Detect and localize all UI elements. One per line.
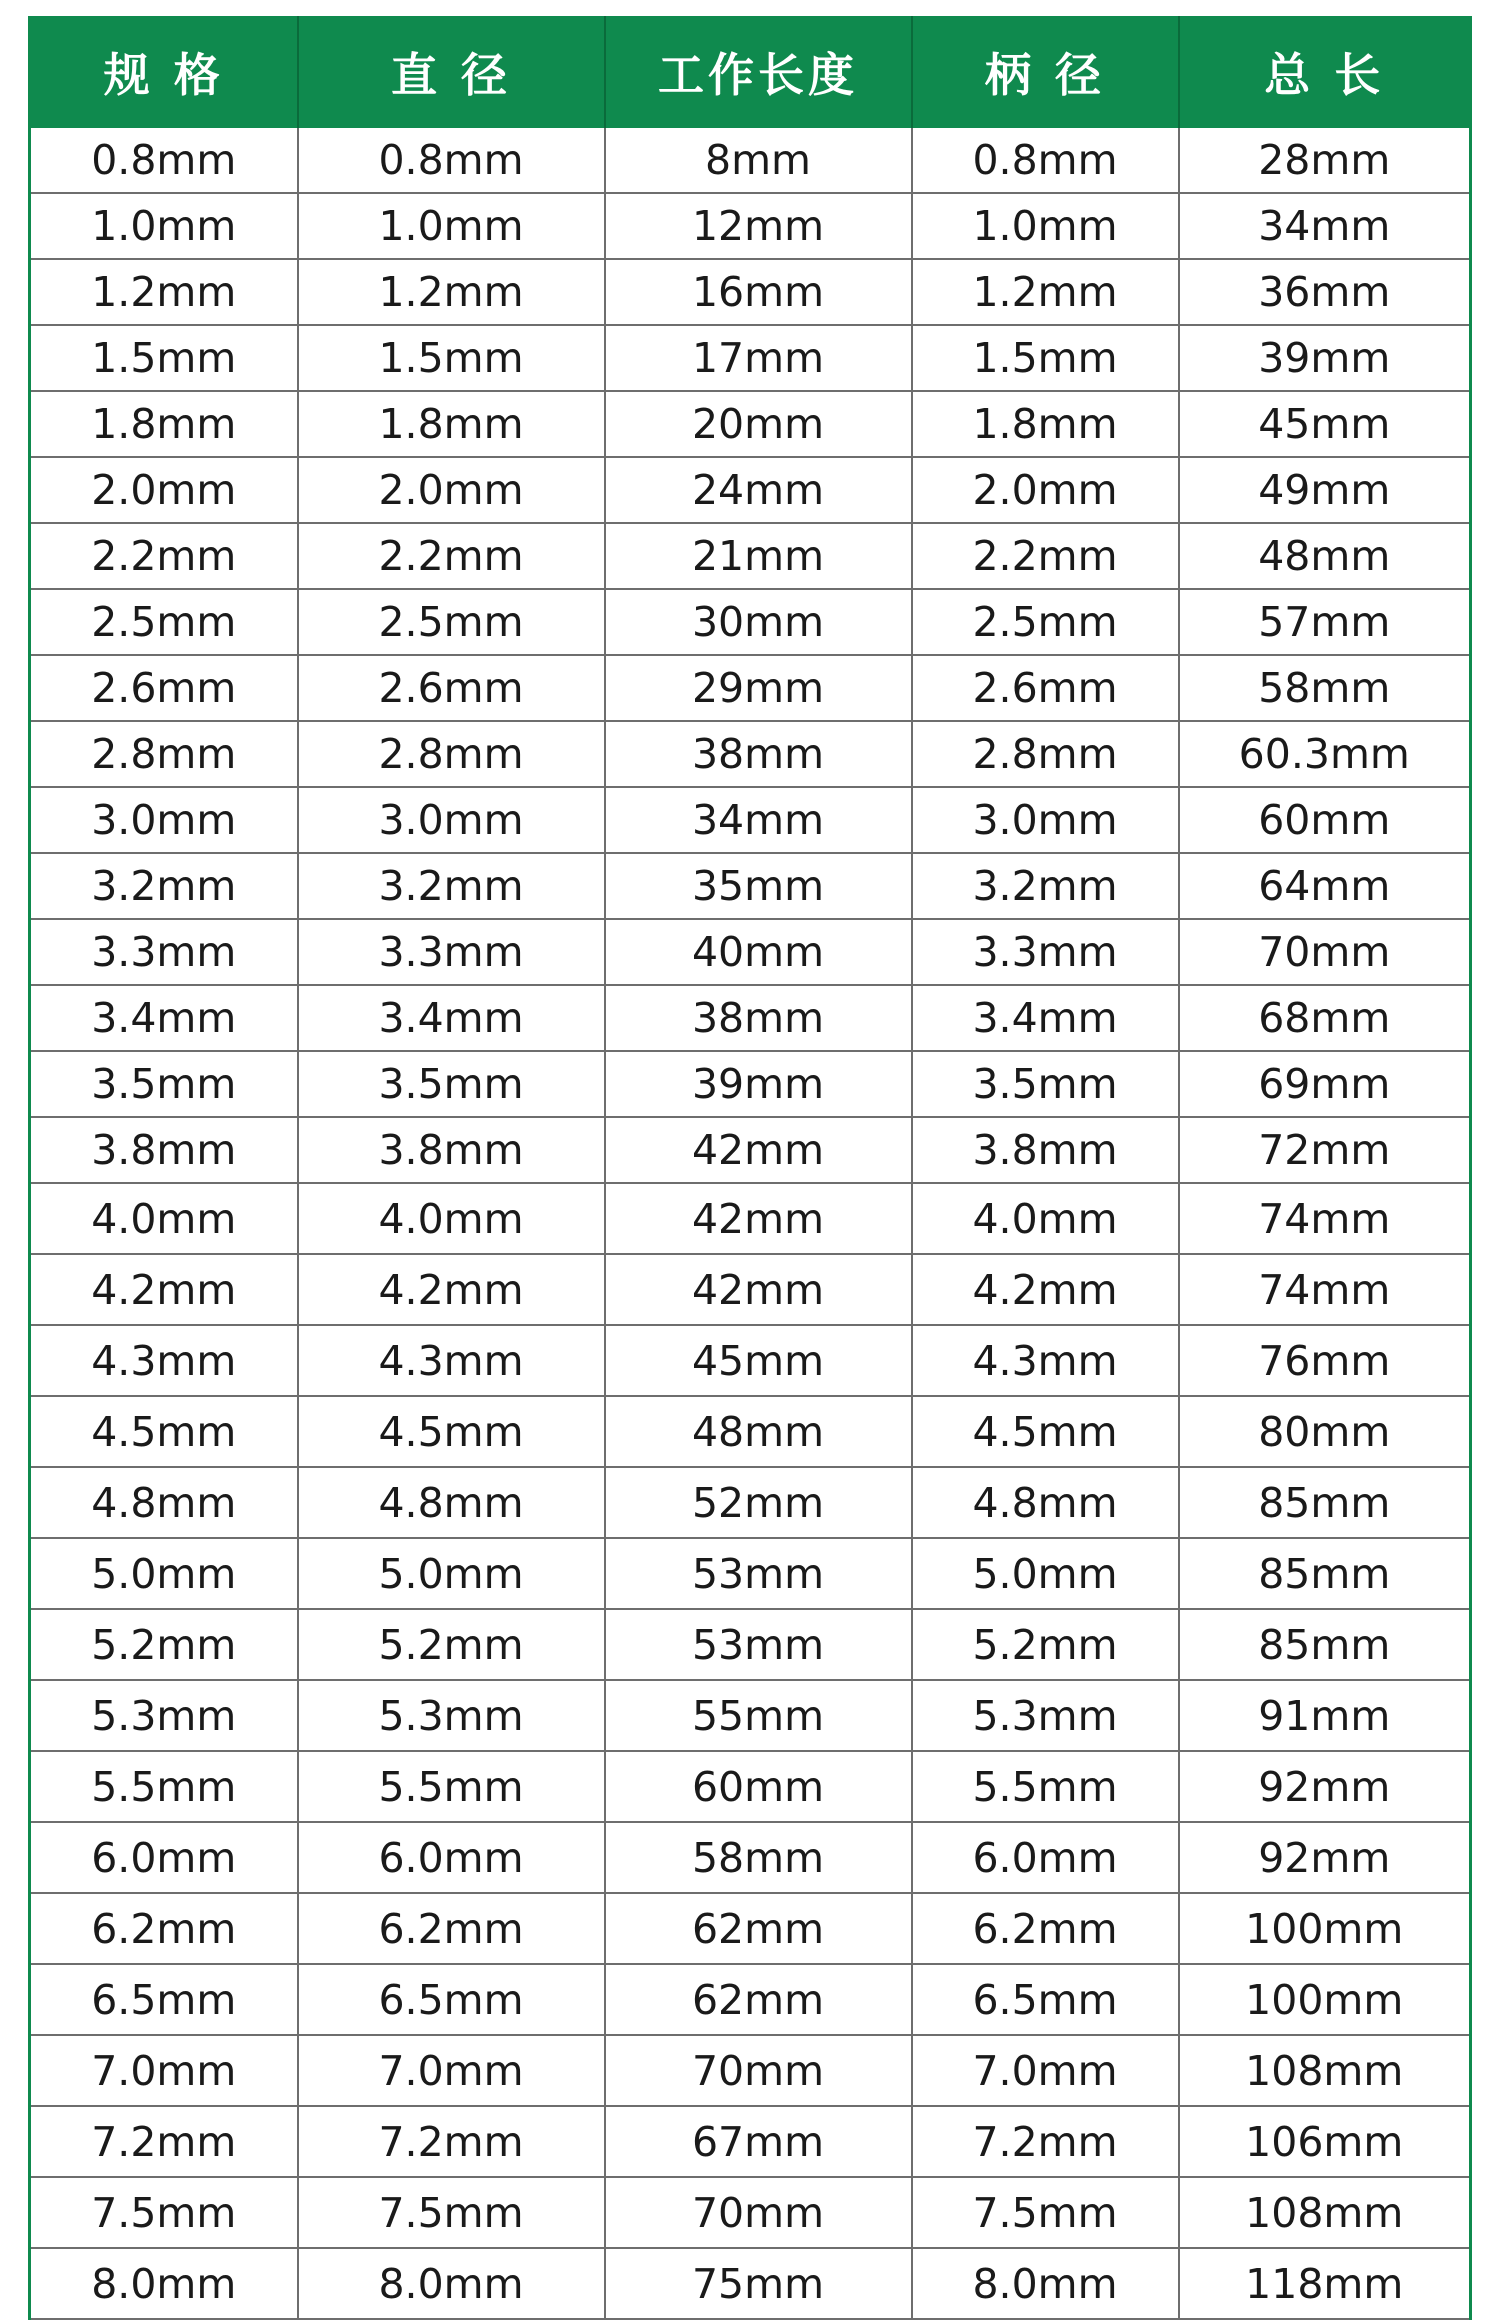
cell-working-length: 34mm	[605, 787, 912, 853]
cell-shank-diameter: 7.0mm	[912, 2035, 1179, 2106]
cell-diameter: 1.2mm	[298, 259, 605, 325]
table-row	[30, 1964, 1471, 2035]
cell-spec: 3.8mm	[30, 1117, 298, 1183]
table-row	[30, 589, 1471, 655]
cell-total-length: 108mm	[1179, 2177, 1471, 2248]
cell-working-length: 12mm	[605, 193, 912, 259]
cell-diameter: 5.3mm	[298, 1680, 605, 1751]
cell-shank-diameter: 2.0mm	[912, 457, 1179, 523]
cell-spec: 7.5mm	[30, 2177, 298, 2248]
header-total-length: 总 长	[1179, 16, 1471, 128]
cell-working-length: 35mm	[605, 853, 912, 919]
cell-diameter: 5.2mm	[298, 1609, 605, 1680]
cell-working-length: 42mm	[605, 1117, 912, 1183]
table-row	[30, 1538, 1471, 1609]
cell-diameter: 1.5mm	[298, 325, 605, 391]
table-row	[30, 1680, 1471, 1751]
cell-shank-diameter: 1.0mm	[912, 193, 1179, 259]
cell-shank-diameter: 0.8mm	[912, 128, 1179, 193]
cell-diameter: 1.0mm	[298, 193, 605, 259]
cell-diameter: 7.0mm	[298, 2035, 605, 2106]
cell-diameter: 7.2mm	[298, 2106, 605, 2177]
cell-shank-diameter: 3.2mm	[912, 853, 1179, 919]
cell-total-length: 68mm	[1179, 985, 1471, 1051]
table-header	[30, 16, 1471, 128]
header-working-length: 工作长度	[605, 16, 912, 128]
header-shank-diameter: 柄 径	[912, 16, 1179, 128]
table-row	[30, 259, 1471, 325]
cell-shank-diameter: 5.5mm	[912, 1751, 1179, 1822]
cell-total-length: 48mm	[1179, 523, 1471, 589]
table-row	[30, 1117, 1471, 1183]
cell-shank-diameter: 7.2mm	[912, 2106, 1179, 2177]
cell-spec: 3.0mm	[30, 787, 298, 853]
cell-diameter: 4.8mm	[298, 1467, 605, 1538]
cell-diameter: 3.5mm	[298, 1051, 605, 1117]
cell-working-length: 62mm	[605, 1893, 912, 1964]
cell-shank-diameter: 6.5mm	[912, 1964, 1179, 2035]
cell-shank-diameter: 3.3mm	[912, 919, 1179, 985]
cell-total-length: 85mm	[1179, 1609, 1471, 1680]
table-row	[30, 1254, 1471, 1325]
cell-total-length: 64mm	[1179, 853, 1471, 919]
cell-working-length: 20mm	[605, 391, 912, 457]
cell-shank-diameter: 6.2mm	[912, 1893, 1179, 1964]
table-row	[30, 2035, 1471, 2106]
cell-working-length: 60mm	[605, 1751, 912, 1822]
cell-working-length: 62mm	[605, 1964, 912, 2035]
cell-diameter: 3.4mm	[298, 985, 605, 1051]
cell-spec: 1.5mm	[30, 325, 298, 391]
table-row	[30, 919, 1471, 985]
cell-shank-diameter: 2.6mm	[912, 655, 1179, 721]
cell-diameter: 4.0mm	[298, 1183, 605, 1254]
cell-spec: 3.3mm	[30, 919, 298, 985]
cell-total-length: 85mm	[1179, 1538, 1471, 1609]
cell-diameter: 3.3mm	[298, 919, 605, 985]
cell-shank-diameter: 1.5mm	[912, 325, 1179, 391]
cell-diameter: 4.5mm	[298, 1396, 605, 1467]
cell-total-length: 45mm	[1179, 391, 1471, 457]
cell-working-length: 53mm	[605, 1538, 912, 1609]
cell-spec: 3.2mm	[30, 853, 298, 919]
cell-total-length: 49mm	[1179, 457, 1471, 523]
cell-diameter: 1.8mm	[298, 391, 605, 457]
cell-diameter: 2.8mm	[298, 721, 605, 787]
cell-working-length: 16mm	[605, 259, 912, 325]
cell-total-length: 74mm	[1179, 1183, 1471, 1254]
cell-total-length: 70mm	[1179, 919, 1471, 985]
header-diameter: 直 径	[298, 16, 605, 128]
table-row	[30, 2177, 1471, 2248]
cell-diameter: 6.0mm	[298, 1822, 605, 1893]
cell-spec: 7.0mm	[30, 2035, 298, 2106]
cell-total-length: 85mm	[1179, 1467, 1471, 1538]
table-row	[30, 787, 1471, 853]
table-row	[30, 1051, 1471, 1117]
table-row	[30, 1893, 1471, 1964]
cell-diameter: 6.2mm	[298, 1893, 605, 1964]
cell-working-length: 42mm	[605, 1183, 912, 1254]
cell-spec: 4.5mm	[30, 1396, 298, 1467]
cell-spec: 6.0mm	[30, 1822, 298, 1893]
cell-shank-diameter: 2.5mm	[912, 589, 1179, 655]
cell-spec: 1.8mm	[30, 391, 298, 457]
cell-spec: 5.0mm	[30, 1538, 298, 1609]
table-row	[30, 721, 1471, 787]
cell-shank-diameter: 4.0mm	[912, 1183, 1179, 1254]
cell-diameter: 3.2mm	[298, 853, 605, 919]
cell-shank-diameter: 8.0mm	[912, 2248, 1179, 2319]
cell-shank-diameter: 4.5mm	[912, 1396, 1179, 1467]
cell-working-length: 30mm	[605, 589, 912, 655]
cell-shank-diameter: 4.3mm	[912, 1325, 1179, 1396]
cell-total-length: 72mm	[1179, 1117, 1471, 1183]
cell-working-length: 8mm	[605, 128, 912, 193]
table-row	[30, 1396, 1471, 1467]
cell-spec: 5.5mm	[30, 1751, 298, 1822]
cell-diameter: 5.5mm	[298, 1751, 605, 1822]
cell-diameter: 2.6mm	[298, 655, 605, 721]
cell-spec: 4.3mm	[30, 1325, 298, 1396]
cell-working-length: 75mm	[605, 2248, 912, 2319]
cell-total-length: 28mm	[1179, 128, 1471, 193]
cell-spec: 5.3mm	[30, 1680, 298, 1751]
cell-diameter: 5.0mm	[298, 1538, 605, 1609]
cell-working-length: 55mm	[605, 1680, 912, 1751]
cell-working-length: 70mm	[605, 2177, 912, 2248]
table-row	[30, 193, 1471, 259]
cell-diameter: 2.0mm	[298, 457, 605, 523]
cell-diameter: 2.5mm	[298, 589, 605, 655]
cell-diameter: 4.3mm	[298, 1325, 605, 1396]
table-row	[30, 523, 1471, 589]
cell-working-length: 52mm	[605, 1467, 912, 1538]
cell-total-length: 108mm	[1179, 2035, 1471, 2106]
cell-spec: 3.4mm	[30, 985, 298, 1051]
cell-spec: 7.2mm	[30, 2106, 298, 2177]
cell-shank-diameter: 1.2mm	[912, 259, 1179, 325]
cell-diameter: 2.2mm	[298, 523, 605, 589]
cell-spec: 2.8mm	[30, 721, 298, 787]
cell-total-length: 60.3mm	[1179, 721, 1471, 787]
cell-total-length: 69mm	[1179, 1051, 1471, 1117]
table-row	[30, 1609, 1471, 1680]
cell-diameter: 3.0mm	[298, 787, 605, 853]
cell-shank-diameter: 1.8mm	[912, 391, 1179, 457]
cell-spec: 6.5mm	[30, 1964, 298, 2035]
cell-spec: 4.2mm	[30, 1254, 298, 1325]
cell-total-length: 91mm	[1179, 1680, 1471, 1751]
table-row	[30, 853, 1471, 919]
cell-working-length: 40mm	[605, 919, 912, 985]
cell-spec: 1.0mm	[30, 193, 298, 259]
table-row	[30, 325, 1471, 391]
cell-diameter: 6.5mm	[298, 1964, 605, 2035]
cell-shank-diameter: 2.8mm	[912, 721, 1179, 787]
table-row	[30, 1183, 1471, 1254]
cell-total-length: 80mm	[1179, 1396, 1471, 1467]
cell-shank-diameter: 4.2mm	[912, 1254, 1179, 1325]
cell-spec: 5.2mm	[30, 1609, 298, 1680]
cell-total-length: 60mm	[1179, 787, 1471, 853]
cell-spec: 3.5mm	[30, 1051, 298, 1117]
cell-working-length: 48mm	[605, 1396, 912, 1467]
cell-total-length: 34mm	[1179, 193, 1471, 259]
cell-diameter: 4.2mm	[298, 1254, 605, 1325]
cell-diameter: 7.5mm	[298, 2177, 605, 2248]
cell-spec: 6.2mm	[30, 1893, 298, 1964]
cell-working-length: 29mm	[605, 655, 912, 721]
cell-working-length: 17mm	[605, 325, 912, 391]
table-row	[30, 1467, 1471, 1538]
cell-diameter: 3.8mm	[298, 1117, 605, 1183]
cell-total-length: 118mm	[1179, 2248, 1471, 2319]
cell-spec: 1.2mm	[30, 259, 298, 325]
table-row	[30, 985, 1471, 1051]
cell-shank-diameter: 5.3mm	[912, 1680, 1179, 1751]
cell-shank-diameter: 3.8mm	[912, 1117, 1179, 1183]
cell-total-length: 100mm	[1179, 1893, 1471, 1964]
cell-shank-diameter: 3.4mm	[912, 985, 1179, 1051]
cell-spec: 2.2mm	[30, 523, 298, 589]
table-body	[30, 128, 1471, 2319]
table-row	[30, 457, 1471, 523]
table-row	[30, 1822, 1471, 1893]
cell-working-length: 53mm	[605, 1609, 912, 1680]
cell-shank-diameter: 5.2mm	[912, 1609, 1179, 1680]
cell-total-length: 92mm	[1179, 1751, 1471, 1822]
cell-total-length: 57mm	[1179, 589, 1471, 655]
cell-diameter: 8.0mm	[298, 2248, 605, 2319]
cell-working-length: 45mm	[605, 1325, 912, 1396]
cell-working-length: 67mm	[605, 2106, 912, 2177]
cell-spec: 8.0mm	[30, 2248, 298, 2319]
cell-shank-diameter: 3.0mm	[912, 787, 1179, 853]
cell-shank-diameter: 2.2mm	[912, 523, 1179, 589]
table-row	[30, 1751, 1471, 1822]
cell-total-length: 106mm	[1179, 2106, 1471, 2177]
cell-shank-diameter: 5.0mm	[912, 1538, 1179, 1609]
cell-total-length: 58mm	[1179, 655, 1471, 721]
header-row	[30, 16, 1471, 128]
table-row	[30, 391, 1471, 457]
cell-shank-diameter: 4.8mm	[912, 1467, 1179, 1538]
cell-working-length: 38mm	[605, 721, 912, 787]
cell-spec: 0.8mm	[30, 128, 298, 193]
cell-working-length: 21mm	[605, 523, 912, 589]
cell-spec: 2.5mm	[30, 589, 298, 655]
cell-shank-diameter: 6.0mm	[912, 1822, 1179, 1893]
cell-shank-diameter: 7.5mm	[912, 2177, 1179, 2248]
cell-shank-diameter: 3.5mm	[912, 1051, 1179, 1117]
cell-working-length: 38mm	[605, 985, 912, 1051]
table-row	[30, 1325, 1471, 1396]
cell-total-length: 100mm	[1179, 1964, 1471, 2035]
cell-working-length: 58mm	[605, 1822, 912, 1893]
cell-total-length: 76mm	[1179, 1325, 1471, 1396]
cell-total-length: 74mm	[1179, 1254, 1471, 1325]
table-row	[30, 128, 1471, 193]
cell-total-length: 36mm	[1179, 259, 1471, 325]
table-row	[30, 655, 1471, 721]
cell-spec: 2.0mm	[30, 457, 298, 523]
cell-spec: 4.8mm	[30, 1467, 298, 1538]
cell-spec: 4.0mm	[30, 1183, 298, 1254]
cell-diameter: 0.8mm	[298, 128, 605, 193]
header-spec: 规 格	[30, 16, 298, 128]
table-row	[30, 2106, 1471, 2177]
cell-working-length: 39mm	[605, 1051, 912, 1117]
spec-table	[28, 16, 1472, 2320]
cell-total-length: 92mm	[1179, 1822, 1471, 1893]
cell-total-length: 39mm	[1179, 325, 1471, 391]
cell-working-length: 70mm	[605, 2035, 912, 2106]
table-row	[30, 2248, 1471, 2319]
cell-working-length: 42mm	[605, 1254, 912, 1325]
cell-working-length: 24mm	[605, 457, 912, 523]
cell-spec: 2.6mm	[30, 655, 298, 721]
